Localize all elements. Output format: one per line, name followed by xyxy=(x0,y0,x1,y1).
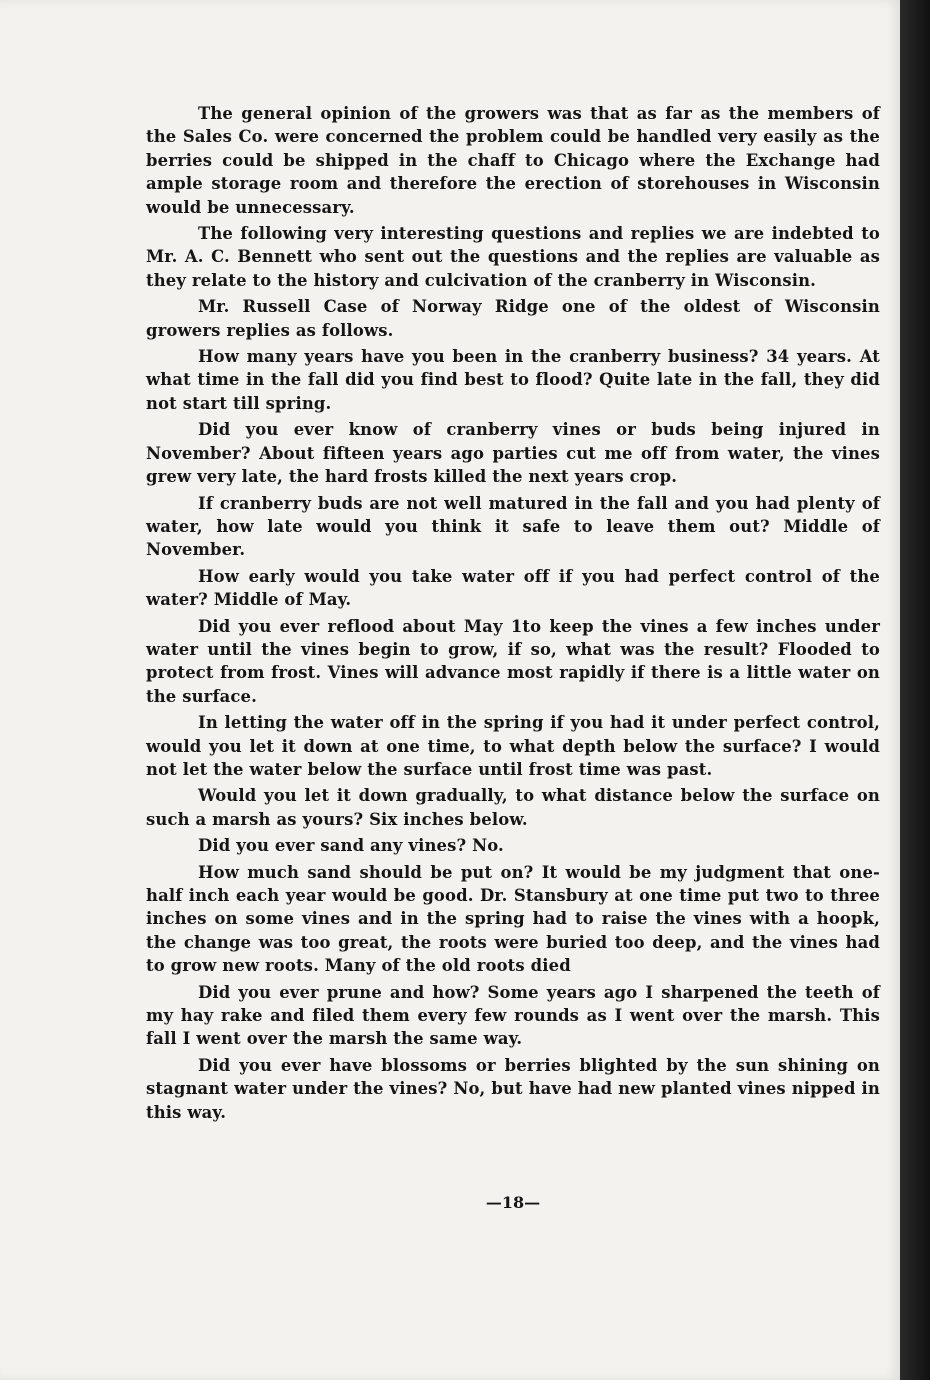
page-edge xyxy=(900,0,930,1380)
paragraph: Did you ever sand any vines? No. xyxy=(198,836,504,856)
paragraph: In letting the water off in the spring if you had it under perfect control, would you let it down at one time, to what depth below the surface? I would not let the water below the surface until frost time was past. xyxy=(146,713,880,779)
paragraph: The general opinion of the growers was that as far as the members of the Sales Co. were concerned the problem could be handled very easily as the berries could be shipped in the chaff to Chicago where the Exchange had ample storage room and therefore the erection of storehouses in Wisconsin would be unnecessary. xyxy=(146,104,880,217)
paragraph: Did you ever know of cranberry vines or buds being injured in November? About fifteen years ago parties cut me off from water, the vines grew very late, the hard frosts killed the next years crop. xyxy=(146,420,880,487)
paragraph: If cranberry buds are not well matured in the fall and you had plenty of water, how late would you think it safe to leave them out? Middle of November. xyxy=(146,493,880,560)
paragraph: How early would you take water off if you had perfect control of the water? Middle of May. xyxy=(146,566,880,610)
paragraph: How much sand should be put on? It would be my judgment that one-half inch each year would be good. Dr. Stansbury at one time put two to three inches on some vines and in the spring had to raise the vines with a hoopk, the change was too great, the roots were buried too deep, and the vines had to grow new roots. Many of the old roots died xyxy=(146,862,880,976)
paragraph: Mr. Russell Case of Norway Ridge one of the oldest of Wisconsin growers replies as follows. xyxy=(146,297,880,340)
page-number: —18— xyxy=(485,1193,541,1212)
paragraph: Did you ever reflood about May 1to keep the vines a few inches under water until the vines begin to grow, if so, what was the result? Flooded to protect from frost. Vines will advance most rapidly if there is a little water on the surface. xyxy=(146,616,880,706)
paragraph: Did you ever have blossoms or berries blighted by the sun shining on stagnant water under the vines? No, but have had new planted vines nipped in this way. xyxy=(146,1055,880,1122)
paragraph: Did you ever prune and how? Some years ago I sharpened the teeth of my hay rake and filed them every few rounds as I went over the marsh. This fall I went over the marsh the same way. xyxy=(146,982,880,1049)
paragraph: Would you let it down gradually, to what distance below the surface on such a marsh as yours? Six inches below. xyxy=(146,786,880,829)
paragraph: The following very interesting questions and replies we are indebted to Mr. A. C. Bennett who sent out the questions and the replies are valuable as they relate to the history and culcivation of the cranberry in Wisconsin. xyxy=(146,224,880,290)
paragraph: How many years have you been in the cranberry business? 34 years. At what time in the fall did you find best to flood? Quite late in the fall, they did not start till spring. xyxy=(146,347,880,413)
body-text xyxy=(146,102,880,1127)
